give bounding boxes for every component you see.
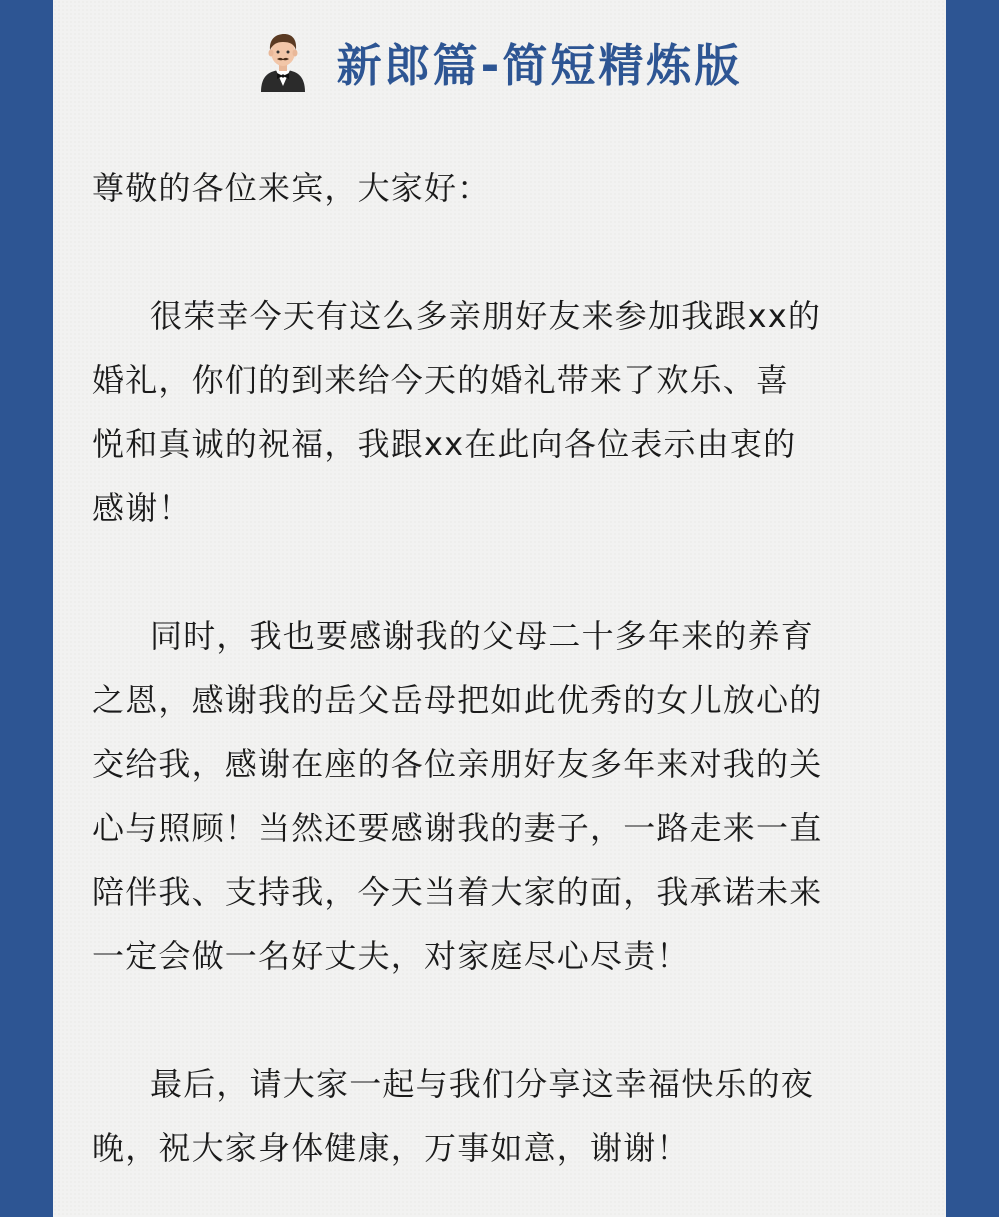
groom-icon: [257, 30, 309, 92]
title-row: [53, 26, 946, 96]
text-line: 感谢！: [92, 489, 192, 527]
text-line: 晚，祝大家身体健康，万事如意，谢谢！: [92, 1129, 690, 1167]
speech-body: [92, 156, 922, 1180]
text-line: 很荣幸今天有这么多亲朋好友来参加我跟xx的: [150, 297, 822, 335]
text-line: 之恩，感谢我的岳父岳母把如此优秀的女儿放心的: [92, 681, 823, 719]
text-line: 婚礼，你们的到来给今天的婚礼带来了欢乐、喜: [92, 361, 790, 399]
text-line: 心与照顾！当然还要感谢我的妻子，一路走来一直: [92, 809, 823, 847]
text-line: 交给我，感谢在座的各位亲朋好友多年来对我的关: [92, 745, 823, 783]
greeting: 尊敬的各位来宾，大家好：: [92, 169, 491, 207]
page-title: 新郎篇-简短精炼版: [336, 38, 743, 92]
paragraph-2: [92, 604, 922, 988]
text-line: 最后，请大家一起与我们分享这幸福快乐的夜: [150, 1065, 815, 1103]
text-line: 同时，我也要感谢我的父母二十多年来的养育: [150, 617, 815, 655]
text-line: 悦和真诚的祝福，我跟xx在此向各位表示由衷的: [92, 425, 797, 463]
text-line: 一定会做一名好丈夫，对家庭尽心尽责！: [92, 937, 690, 975]
document-page: [53, 0, 946, 1217]
paragraph-3: [92, 1052, 922, 1180]
text-line: 陪伴我、支持我，今天当着大家的面，我承诺未来: [92, 873, 823, 911]
paragraph-1: [92, 284, 922, 540]
